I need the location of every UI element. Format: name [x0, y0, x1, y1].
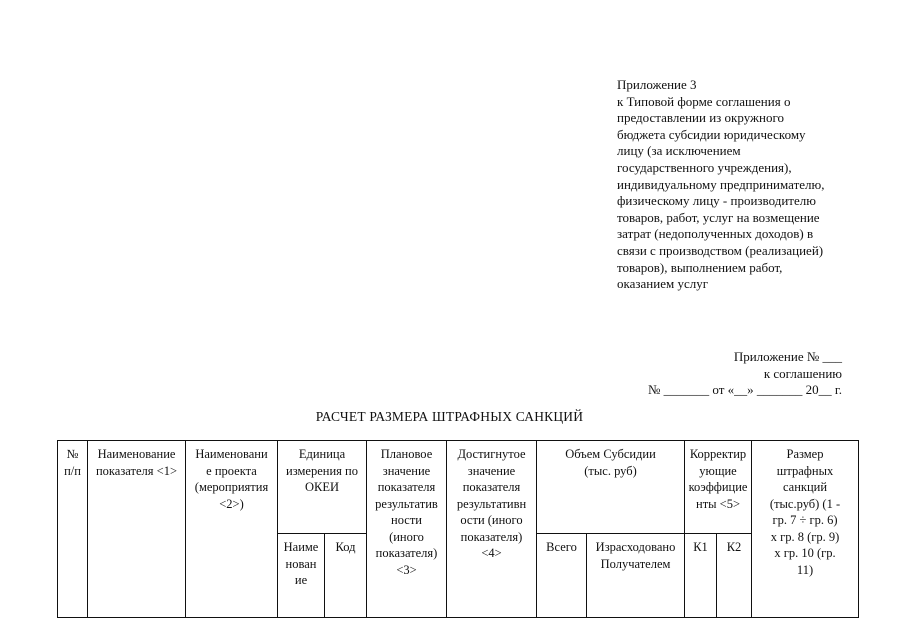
agreement-number-date: № _______ от «__» _______ 20__ г. — [647, 382, 842, 397]
appendix-header — [617, 77, 857, 293]
document-title — [0, 409, 905, 425]
appendix-line: предоставлении из окружного — [617, 110, 784, 126]
header-row-number: № п/п — [58, 441, 88, 618]
header-k1: К1 — [685, 534, 717, 618]
header-project-name: Наименовани е проекта (мероприятия <2>) — [186, 441, 278, 618]
sanctions-table — [57, 440, 859, 618]
appendix-line: лицу (за исключением — [617, 143, 741, 159]
header-subsidy-total: Всего — [537, 534, 587, 618]
appendix-line: государственного учреждения), — [617, 159, 792, 175]
appendix-line: товаров, работ, услуг на возмещение — [617, 209, 820, 225]
header-unit-okei: Единица измерения по ОКЕИ — [278, 441, 367, 534]
agreement-label: к соглашению — [763, 365, 842, 381]
appendix-line: индивидуальному предпринимателю, — [617, 176, 825, 192]
agreement-appendix-number: Приложение № ___ — [733, 349, 842, 364]
appendix-line: оказанием услуг — [617, 276, 709, 292]
header-planned-value: Плановое значение показателя результатив ности (иного показателя) <3> — [367, 441, 447, 618]
header-subsidy-spent: Израсходовано Получателем — [587, 534, 685, 618]
header-subsidy-volume: Объем Субсидии (тыс. руб) — [537, 441, 685, 534]
header-sanction-amount: Размер штрафных санкций (тыс.руб) (1 - гр. 7 ÷ гр. 6) x гр. 8 (гр. 9) x гр. 10 (гр. 11) — [752, 441, 859, 618]
appendix-line: бюджета субсидии юридическому — [617, 126, 806, 142]
agreement-reference — [648, 349, 842, 399]
appendix-line: физическому лицу - производителю — [617, 193, 816, 209]
appendix-line: к Типовой форме соглашения о — [617, 93, 791, 109]
appendix-line: товаров), выполнением работ, — [617, 259, 783, 275]
appendix-line: затрат (недополученных доходов) в — [617, 226, 814, 242]
appendix-line: связи с производством (реализацией) — [617, 242, 824, 258]
header-indicator-name: Наименование показателя <1> — [88, 441, 186, 618]
header-k2: К2 — [717, 534, 752, 618]
header-unit-code: Код — [325, 534, 367, 618]
header-correction-coefficients: Корректир ующие коэффицие нты <5> — [685, 441, 752, 534]
document-title-text: РАСЧЕТ РАЗМЕРА ШТРАФНЫХ САНКЦИЙ — [315, 409, 584, 424]
appendix-line: Приложение 3 — [617, 77, 697, 92]
header-achieved-value: Достигнутое значение показателя результативн ости (иного показателя) <4> — [447, 441, 537, 618]
header-unit-name: Наиме нован ие — [278, 534, 325, 618]
